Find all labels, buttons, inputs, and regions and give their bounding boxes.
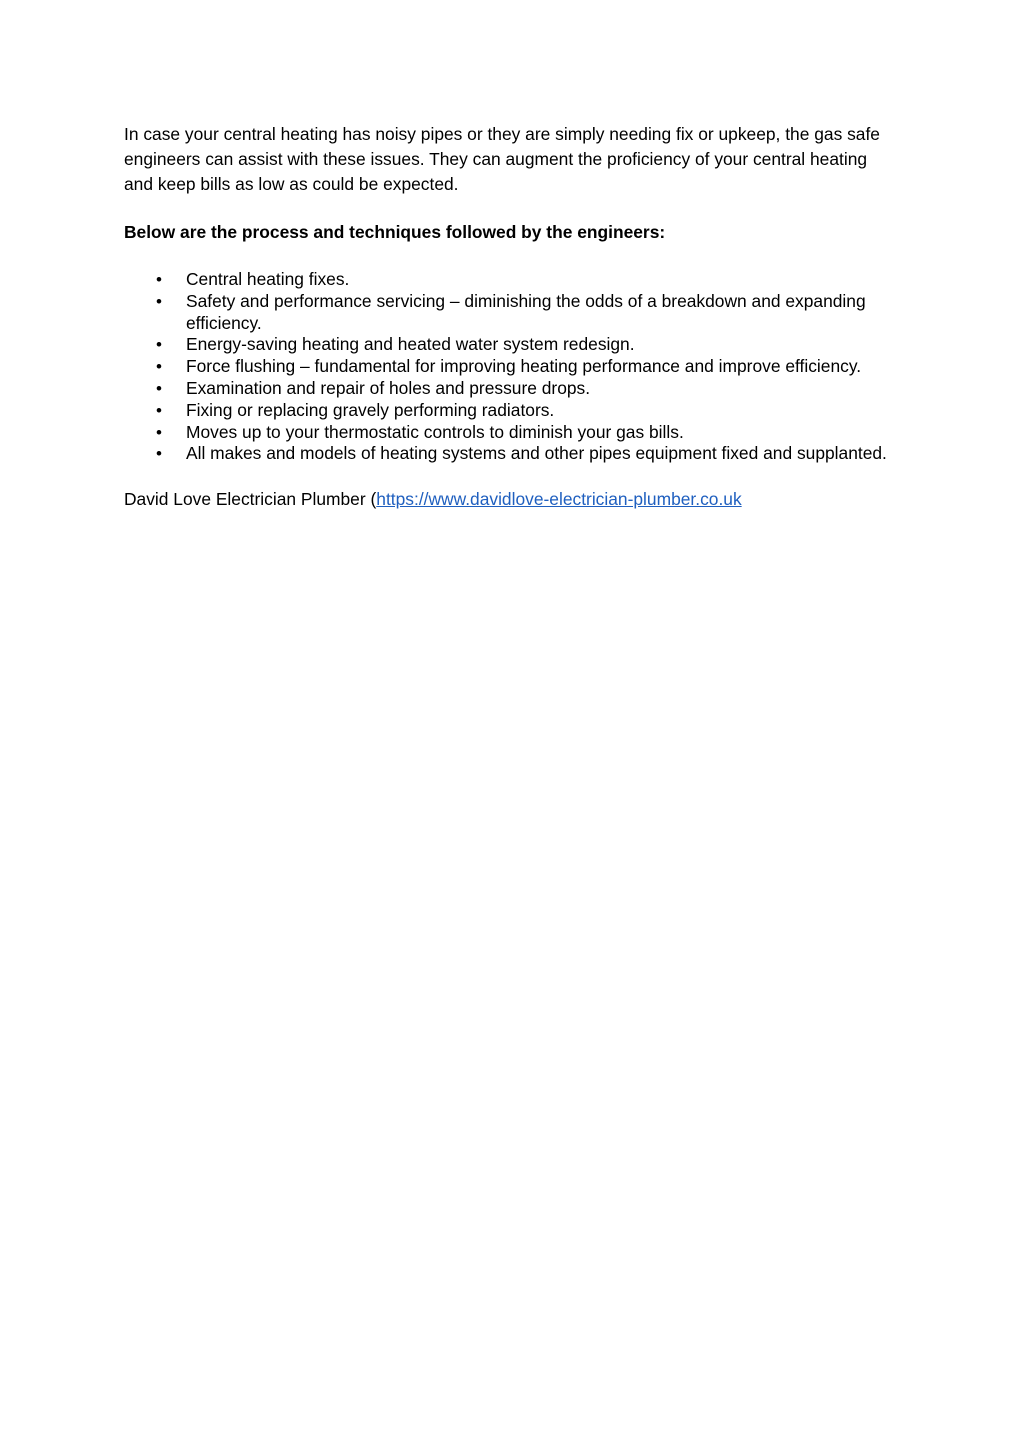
list-item-text: Energy-saving heating and heated water system redesign. xyxy=(186,334,635,355)
bullet-icon: • xyxy=(156,378,162,398)
list-item-text: Examination and repair of holes and pressure drops. xyxy=(186,377,591,398)
footer-prefix: David Love Electrician Plumber ( xyxy=(124,489,377,510)
list-item-text: Safety and performance servicing – diminishing the odds of a breakdown and expanding efficiency. xyxy=(186,290,866,333)
bullet-icon: • xyxy=(156,422,162,442)
bullet-list xyxy=(124,269,894,465)
list-item xyxy=(124,378,894,400)
bullet-icon: • xyxy=(156,357,162,377)
list-item xyxy=(124,356,894,378)
list-item-text: Central heating fixes. xyxy=(186,269,350,289)
list-item xyxy=(124,334,894,356)
bullet-icon: • xyxy=(156,400,162,420)
list-item xyxy=(124,443,894,465)
bullet-icon: • xyxy=(156,291,162,311)
list-item-text: Moves up to your thermostatic controls to diminish your gas bills. xyxy=(186,421,684,442)
bullet-icon: • xyxy=(156,444,162,464)
list-item-text: All makes and models of heating systems and other pipes equipment fixed and supplanted. xyxy=(186,443,887,464)
list-item xyxy=(124,291,894,335)
bullet-icon: • xyxy=(156,270,162,289)
website-link[interactable]: https://www.davidlove-electrician-plumber.co.uk xyxy=(376,489,742,510)
list-heading: Below are the process and techniques followed by the engineers: xyxy=(124,222,666,242)
list-item-text: Fixing or replacing gravely performing radiators. xyxy=(186,399,555,420)
list-item xyxy=(124,269,894,291)
list-item-text: Force flushing – fundamental for improving heating performance and improve efficiency. xyxy=(186,356,862,377)
bullet-icon: • xyxy=(156,335,162,355)
list-item xyxy=(124,400,894,422)
footer-line xyxy=(124,487,894,512)
document-page xyxy=(124,122,894,512)
intro-paragraph: In case your central heating has noisy pipes or they are simply needing fix or upkeep, the gas safe engineers can assist with these issues. They can augment the proficiency of your central heating and keep bills as low as could be expected. xyxy=(124,124,880,194)
list-item xyxy=(124,422,894,444)
